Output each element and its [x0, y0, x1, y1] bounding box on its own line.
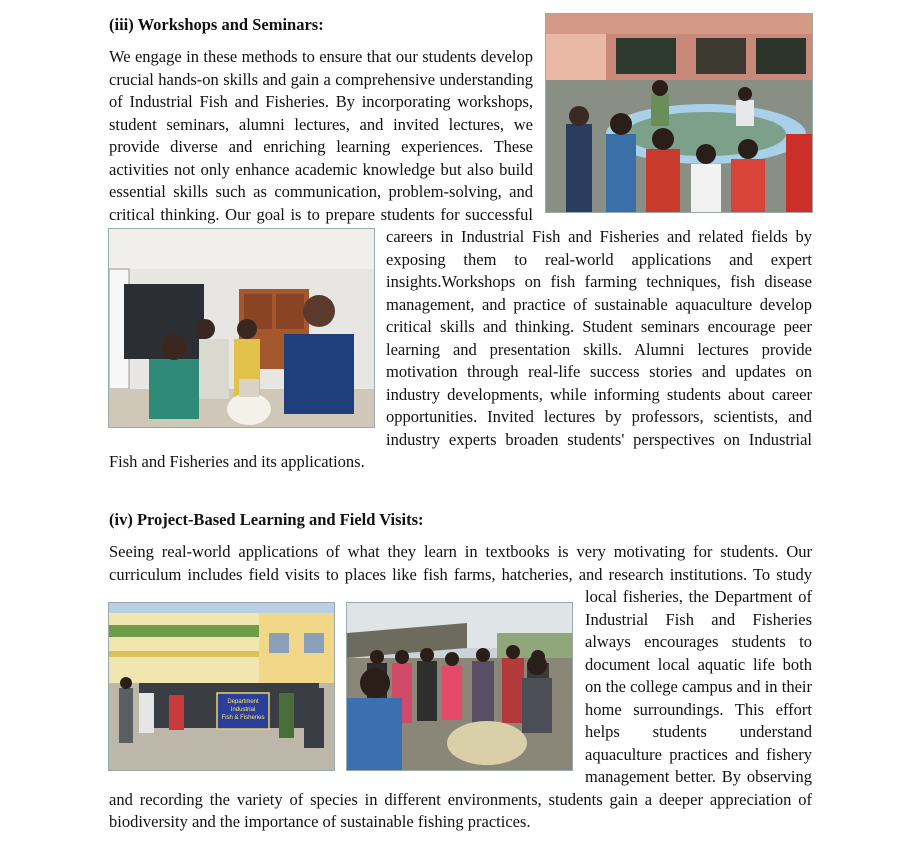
section-heading-field-visits: (iv) Project-Based Learning and Field Visits:: [109, 510, 424, 529]
section-heading-workshops: (iii) Workshops and Seminars:: [109, 15, 324, 34]
section-paragraph-field-visits: Seeing real-world applications of what they learn in textbooks is very motivating for students. Our curriculum includes field visits to places like fish farms, hatcheries, and research institutions. To study local fisheries, the Department of Industrial Fish and Fisheries always encourages students to document local aquatic life both on the college campus and in their home surroundings. This effort helps students understand aquaculture practices and fishery management better. By observing and recording the variety of species in different environments, students gain a deeper appreciation of biodiversity and the importance of sustainable fishing practices.: [109, 542, 812, 831]
banner-line-1: Department: [227, 699, 259, 705]
banner-line-3: Fish & Fisheries: [221, 715, 265, 721]
section-paragraph-workshops: We engage in these methods to ensure that our students develop crucial hands-on skills and gain a comprehensive understanding of Industrial Fish and Fisheries. By incorporating workshops, student seminars, alumni lectures, and invited lectures, we provide diverse and enriching learning experiences. These activities not only enhance academic knowledge but also build essential skills such as communication, problem-solving, and critical thinking. Our goal is to prepare students for successful careers in Industrial Fish and Fisheries and related fields by exposing them to real-world applications and expert insights.Workshops on fish farming techniques, fish disease management, and practice of sustainable aquaculture develop critical skills and thinking. Student seminars encourage peer learning and presentation skills. Alumni lectures provide motivation through real-life success stories and updates on industry developments, while informing students about career opportunities. Invited lectures by professors, scientists, and industry experts broaden students' perspectives on Industrial Fish and Fisheries and its applications.: [109, 47, 812, 471]
banner-line-2: Industrial: [230, 707, 256, 713]
photo-workshop-demonstration: [108, 228, 375, 428]
